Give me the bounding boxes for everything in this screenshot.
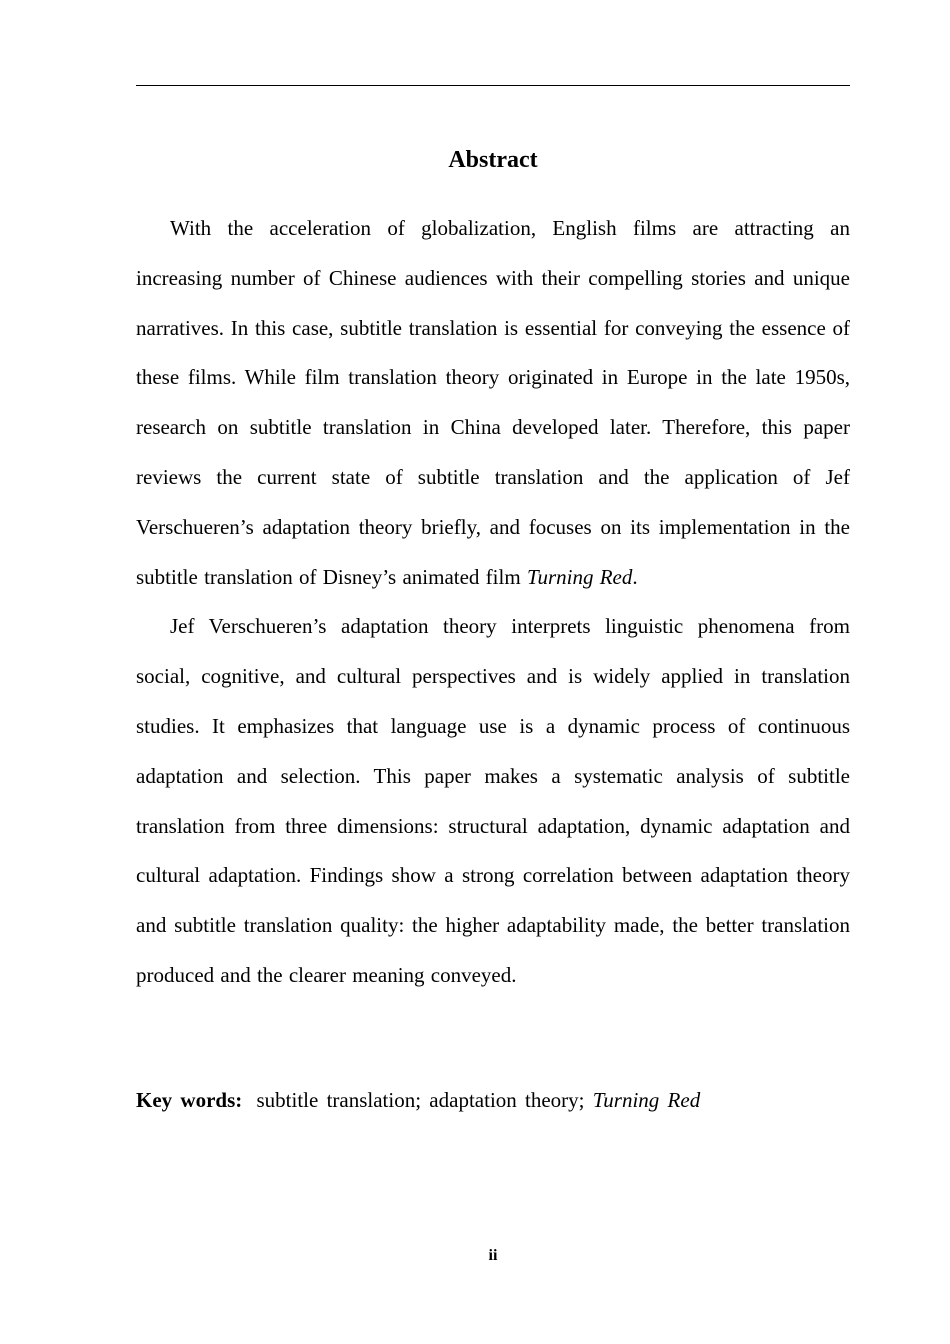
keywords <box>136 1083 850 1117</box>
film-title: Turning Red <box>526 564 633 589</box>
abstract-paragraph-1 <box>136 204 850 602</box>
page-number: ii <box>488 1247 498 1264</box>
keywords-label: Key words: <box>136 1088 243 1112</box>
paragraph-1-text: With the acceleration of globalization, English films are attracting an increasing number of Chinese audiences with their compelling stories and unique narratives. In this case, subtitle translation is essential for conveying the essence of these films. While film translation theory originated in Europe in the late 1950s, research on subtitle translation in China developed later. Therefore, this paper reviews the current state of subtitle translation and the application of Jef Verschueren’s adaptation theory briefly, and focuses on its implementation in the subtitle translation of Disney’s animated film <box>136 216 850 589</box>
abstract-title: Abstract <box>448 147 538 173</box>
header-rule <box>136 85 850 86</box>
abstract-paragraph-2: Jef Verschueren’s adaptation theory interprets linguistic phenomena from social, cognitive, and cultural perspectives and is widely applied in translation studies. It emphasizes that language use is a dynamic process of continuous adaptation and selection. This paper makes a systematic analysis of subtitle translation from three dimensions: structural adaptation, dynamic adaptation and cultural adaptation. Findings show a strong correlation between adaptation theory and subtitle translation quality: the higher adaptability made, the better translation produced and the clearer meaning conveyed. <box>136 614 850 987</box>
paragraph-1-end: . <box>632 564 638 589</box>
keywords-list: subtitle translation; adaptation theory; <box>256 1088 585 1112</box>
abstract-body <box>136 204 850 1001</box>
keywords-film-title: Turning Red <box>592 1088 701 1112</box>
